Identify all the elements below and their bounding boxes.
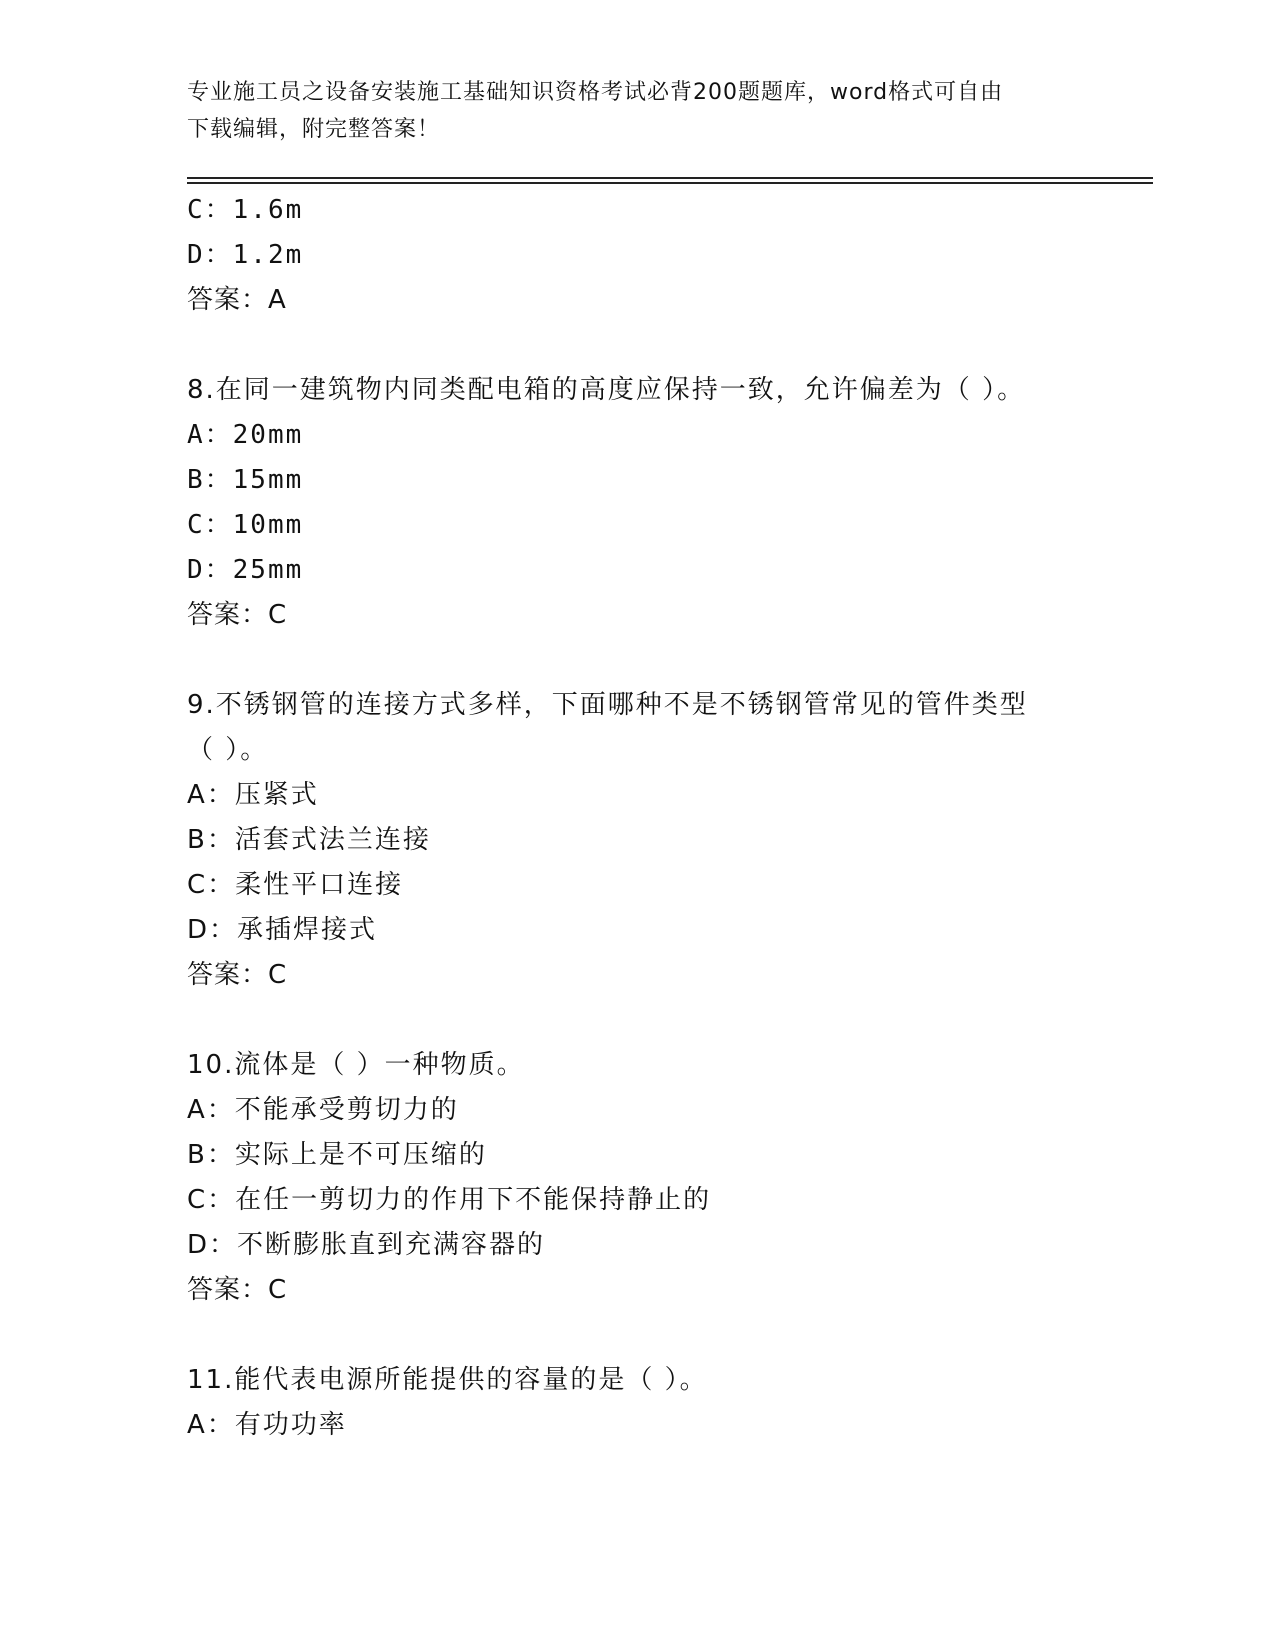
q9-option-d: D：承插焊接式 <box>187 915 378 945</box>
q10-option-c: C：在任一剪切力的作用下不能保持静止的 <box>187 1185 712 1215</box>
q8-option-a: A：20mm <box>187 420 304 450</box>
header-divider-top <box>187 177 1153 179</box>
q9-question-line-2: （ ）。 <box>187 735 269 765</box>
header-title-line-1: 专业施工员之设备安装施工基础知识资格考试必背200题题库，word格式可自由 <box>187 80 1004 105</box>
q10-question: 10.流体是（ ）一种物质。 <box>187 1050 525 1080</box>
q8-option-c: C：10mm <box>187 510 304 540</box>
q8-option-d: D：25mm <box>187 555 304 585</box>
q11-question: 11.能代表电源所能提供的容量的是（ ）。 <box>187 1365 708 1395</box>
q9-option-b: B：活套式法兰连接 <box>187 825 431 855</box>
q10-option-d: D：不断膨胀直到充满容器的 <box>187 1230 546 1260</box>
q10-option-b: B：实际上是不可压缩的 <box>187 1140 487 1170</box>
q9-option-a: A：压紧式 <box>187 780 319 810</box>
q7-answer: 答案：A <box>187 285 287 315</box>
q8-option-b: B：15mm <box>187 465 304 495</box>
header-divider-bottom <box>187 182 1153 184</box>
q9-answer: 答案：C <box>187 960 288 990</box>
q8-answer: 答案：C <box>187 600 288 630</box>
q9-option-c: C：柔性平口连接 <box>187 870 404 900</box>
q10-answer: 答案：C <box>187 1275 288 1305</box>
q8-question: 8.在同一建筑物内同类配电箱的高度应保持一致，允许偏差为（ ）。 <box>187 375 1026 405</box>
q7-option-c: C：1.6m <box>187 195 304 225</box>
header-title-line-2: 下载编辑，附完整答案！ <box>187 117 441 142</box>
document-header <box>187 74 1067 148</box>
q11-option-a: A：有功功率 <box>187 1410 347 1440</box>
q7-option-d: D：1.2m <box>187 240 304 270</box>
q9-question-line-1: 9.不锈钢管的连接方式多样，下面哪种不是不锈钢管常见的管件类型 <box>187 690 1028 720</box>
q10-option-a: A：不能承受剪切力的 <box>187 1095 459 1125</box>
